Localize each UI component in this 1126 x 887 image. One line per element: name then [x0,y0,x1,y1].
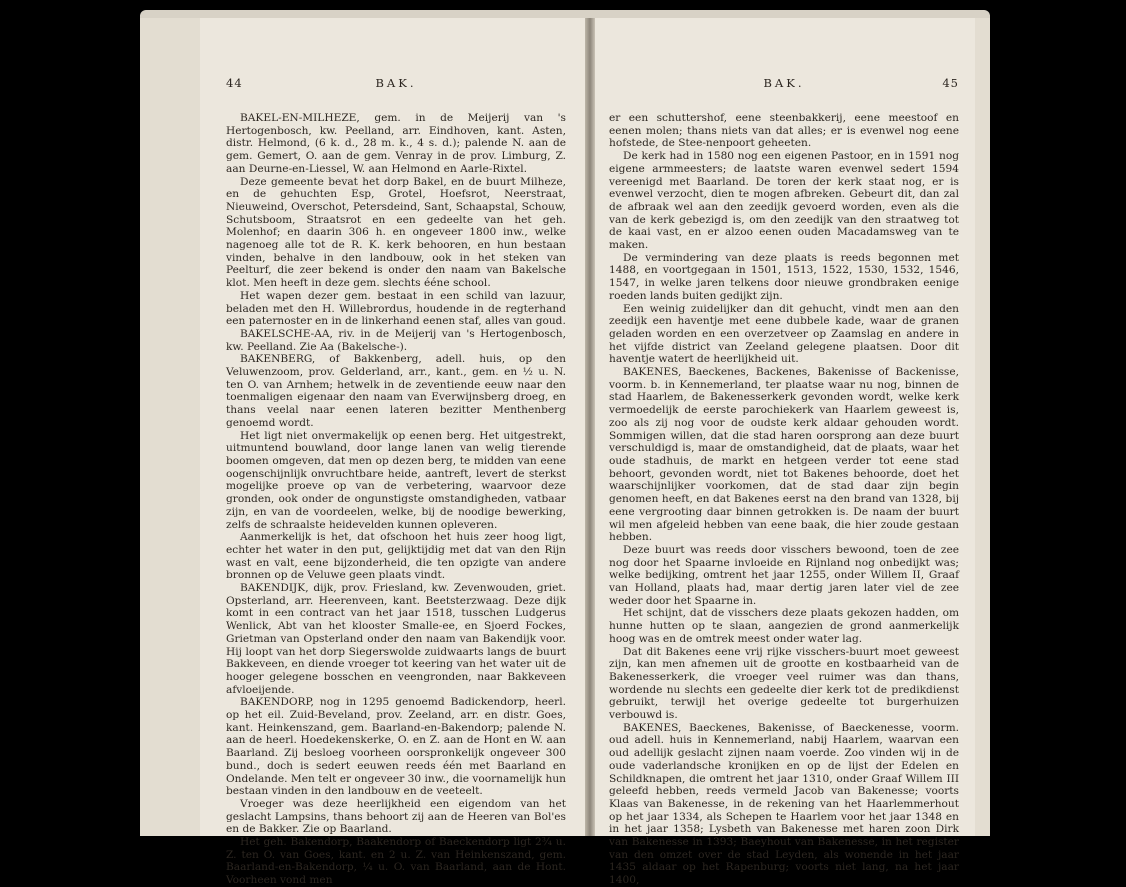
paragraph: Het schijnt, dat de visschers deze plaats gekozen hadden, om hunne hutten op te slaan, aangezien de grond aanmerkelijk hoog was en de omtrek meest onder water lag. [609,607,959,645]
paragraph: er een schuttershof, eene steenbakkerij, eene meestoof en eenen molen; thans niets van dat alles; er is evenwel nog eene hofstede, de Stee-nenpoort geheeten. [609,112,959,150]
paragraph: Dat dit Bakenes eene vrij rijke visschers-buurt moet geweest zijn, kan men afnemen uit de grootte en kostbaarheid van de Bakenesserkerk, die vroeger veel ruimer was dan thans, wordende nu slechts een gedeelte dier kerk tot de predikdienst gebruikt, terwijl het overige gedeelte tot burgerhuizen verbouwd is. [609,645,959,722]
paragraph: BAKENBERG, of Bakkenberg, adell. huis, op den Veluwenzoom, prov. Gelderland, arr., kant., gem. en ½ u. N. ten O. van Arnhem; hetwelk in de zeventiende eeuw naar den toenmaligen eigenaar den naam van Everwijnsberg droeg, en thans veelal naar eenen lateren bezitter Menthenberg genoemd wordt. [226,353,566,429]
left-margin-stack [140,18,200,836]
paragraph: Het geh. Bakendorp, Baakendorp of Baeckendorp ligt 2¾ u. Z. ten O. van Goes, kant. en 2 u. Z. van Heinkenszand, gem. Baarland-en-Bakendorp, ¼ u. O. van Baarland, aan de Hont. Voorheen vond men [226,836,566,887]
book-spine [585,18,595,836]
paragraph: BAKEL-EN-MILHEZE, gem. in de Meijerij van 's Hertogenbosch, kw. Peelland, arr. Eindhoven, kant. Asten, distr. Helmond, (6 k. d., 28 m. k., 4 s. d.); palende N. aan de gem. Gemert, O. aan de gem. Venray in de prov. Limburg, Z. aan Deurne-en-Liessel, W. aan Helmond en Aarle-Rixtel. [226,112,566,175]
paragraph: Deze gemeente bevat het dorp Bakel, en de buurt Milheze, en de gehuchten Esp, Grotel, Hoefsrot, Neerstraat, Nieuweind, Overschot, Petersdeind, Sant, Schaapstal, Schouw, Schutsboom, Straatsrot en een gedeelte van het geh. Molenhof; en daarin 306 h. en ongeveer 1800 inw., welke nagenoeg alle tot de R. K. kerk behooren, en hun bestaan vinden, behalve in den landbouw, ook in het steken van Peelturf, die zeer bekend is onder den naam van Bakelsche klot. Men heeft in deze gem. slechts ééne school. [226,175,566,290]
paragraph: De kerk had in 1580 nog een eigenen Pastoor, en in 1591 nog eigene armmeesters; de laatste waren evenwel sedert 1594 vereenigd met Baarland. De toren der kerk staat nog, er is evenwel verzocht, dien te mogen afbreken. Gebeurt dit, dan zal de afbraak wel aan den zeedijk gevoerd worden, even als die van de kerk gebezigd is, om den zeedijk van den straatweg tot de kaai vast, en er alzoo eenen ouden Macadamsweg van te maken. [609,150,959,252]
paragraph: BAKENDIJK, dijk, prov. Friesland, kw. Zevenwouden, griet. Opsterland, arr. Heerenveen, kant. Beetsterzwaag. Deze dijk komt in een contract van het jaar 1518, tusschen Ludgerus Wenlick, Abt van het klooster Smalle-ee, en Sjoerd Fockes, Grietman van Opsterland onder den naam van Bakendijk voor. Hij loopt van het dorp Siegerswolde zuidwaarts langs de buurt Bakkeveen, en diende vroeger tot keering van het water uit de hooger gelegene bosschen en veengronden, naar Bakkeveen afvloeijende. [226,582,566,696]
right-page-header [609,76,959,94]
paragraph: De vermindering van deze plaats is reeds begonnen met 1488, en voortgegaan in 1501, 1513, 1522, 1530, 1532, 1546, 1547, in welke jaren telkens door nieuwe grondbraken eenige roeden lands buiten gedijkt zijn. [609,251,959,302]
paragraph: BAKENES, Baeckenes, Bakenisse, of Baeckenesse, voorm. oud adell. huis in Kennemerland, nabij Haarlem, waarvan een oud adellijk geslacht zijnen naam voerde. Zoo vinden wij in de oude vaderlandsche kronijken en op de lijst der Edelen en Schildknapen, die omtrent het jaar 1310, onder Graaf Willem III geleefd hebben, reeds vermeld Jacob van Bakenesse; voorts Klaas van Bakenesse, in de rekening van het Haarlemmerhout op het jaar 1334, als Schepen te Haarlem voor het jaar 1348 en in het jaar 1358; Lysbeth van Bakenesse met haren zoon Dirk van Bakenesse in 1393; Baeyhout van Bakenesse, in het register van den omzet over de stad Leyden, als wonende in het jaar 1435 aldaar op het Rapenburg; voorts niet lang, na het jaar 1400, [609,721,959,887]
page-number: 45 [942,76,959,90]
paragraph: Vroeger was deze heerlijkheid een eigendom van het geslacht Lampsins, thans behoort zij aan de Heeren van Bol'es en de Bakker. Zie op Baarland. [226,797,566,836]
paragraph: BAKENDORP, nog in 1295 genoemd Badickendorp, heerl. op het eil. Zuid-Beveland, prov. Zeeland, arr. en distr. Goes, kant. Heinkenszand, gem. Baarland-en-Bakendorp; palende N. aan de heerl. Hoedekenskerke, O. en Z. aan de Hont en W. aan Baarland. Zij besloeg voorheen oorspronkelijk ongeveer 300 bund., doch is sedert eeuwen reeds één met Baarland en Ondelande. Men telt er ongeveer 30 inw., die voornamelijk hun bestaan vinden in den landbouw en de veeteelt. [226,696,566,798]
paragraph: Deze buurt was reeds door visschers bewoond, toen de zee nog door het Spaarne invloeide en Rijnland nog onbedijkt was; welke bedijking, omtrent het jaar 1255, onder Willem II, Graaf van Holland, plaats had, maar dertig jaren later viel de zee weder door het Spaarne in. [609,543,959,607]
left-page-text [226,112,566,887]
right-page-text [609,112,959,887]
paragraph: Het ligt niet onvermakelijk op eenen berg. Het uitgestrekt, uitmuntend bouwland, door lange lanen van welig tierende boomen omgeven, dat men op dezen berg, te midden van eene oogenschijnlijk onvruchtbare heide, aantreft, levert de sterkst mogelijke proeve op van de verbetering, waarvoor deze gronden, ook onder de ongunstigste omstandigheden, vatbaar zijn, en van de voordeelen, welke, bij de noodige bewerking, zelfs de schraalste heidevelden kunnen opleveren. [226,429,566,531]
left-page [200,18,585,887]
paragraph: BAKENES, Baeckenes, Backenes, Bakenisse of Backenisse, voorm. b. in Kennemerland, ter plaatse waar nu nog, binnen de stad Haarlem, de Bakenesserkerk gevonden wordt, welke kerk vermoedelijk de eerste parochiekerk van Haarlem geweest is, zoo als zij nog voor de oudste kerk aldaar gehouden wordt. Sommigen willen, dat die stad haren oorsprong aan deze buurt verschuldigd is, maar de omstandigheid, dat de plaats, waar het oude stadhuis, de markt en hetgeen verder tot eene stad behoort, gevonden wordt, niet tot Bakenes behoorde, doet het waarschijnlijker voorkomen, dat de stad daar zijn begin genomen heeft, en dat Bakenes eerst na den brand van 1328, bij eene vergrooting daar binnen getrokken is. De naam der buurt wil men afgeleid hebben van eene baak, die hier zoude gestaan hebben. [609,366,959,544]
paragraph: Het wapen dezer gem. bestaat in een schild van lazuur, beladen met den H. Willebrordus, houdende in de regterhand een paternoster en in de linkerhand eenen staf, alles van goud. [226,289,566,328]
right-page [595,18,975,887]
right-margin-stack [975,18,990,836]
paragraph: BAKELSCHE-AA, riv. in de Meijerij van 's Hertogenbosch, kw. Peelland. Zie Aa (Bakelsche-). [226,327,566,353]
left-page-header [226,76,566,94]
paragraph: Een weinig zuidelijker dan dit gehucht, vindt men aan den zeedijk een haventje met eene dubbele kade, waar de granen geladen worden en een overzetveer op Zaamslag en andere in het vijfde district van Zeeland gelegene plaatsen. Door dit haventje watert de heerlijkheid uit. [609,302,959,366]
paragraph: Aanmerkelijk is het, dat ofschoon het huis zeer hoog ligt, echter het water in den put, gelijktijdig met dat van den Rijn wast en valt, eene bijzonderheid, die ten opzigte van andere bronnen op de Veluwe geen plaats vindt. [226,531,566,582]
running-head: BAK. [763,76,805,90]
running-head: BAK. [375,76,417,90]
page-number: 44 [226,76,243,90]
